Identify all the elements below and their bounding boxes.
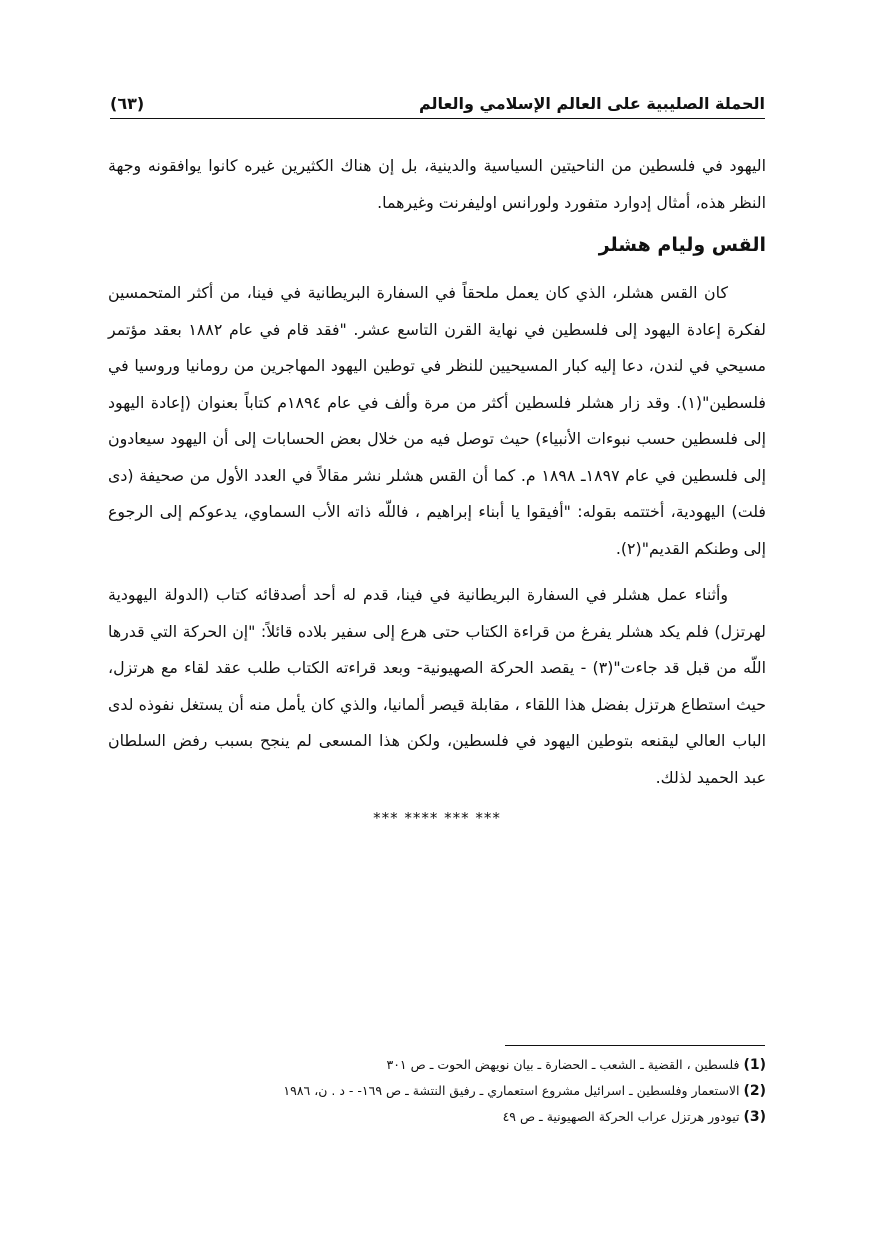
page-number: (٦٣): [110, 93, 145, 113]
footnote-number: (2): [743, 1083, 766, 1099]
footnote-text: الاستعمار وفلسطين ـ اسرائيل مشروع استعماري ـ رفيق النتشة ـ ص ١٦٩- - د . ن، ١٩٨٦: [283, 1083, 740, 1098]
footnote-number: (3): [743, 1109, 766, 1125]
page-header: [110, 88, 765, 119]
paragraph-2: وأثناء عمل هشلر في السفارة البريطانية في فينا، قدم له أحد أصدقائه كتاب (الدولة اليهودية لهرتزل) فلم يكد هشلر يفرغ من قراءة الكتاب حتى هرع إلى سفير بلاده قائلاً: "إن الحركة التي قدرها اللّه من قبل قد جاءت"(٣) - يقصد الحركة الصهيونية- وبعد قراءته الكتاب طلب عقد لقاء مع هرتزل، حيث استطاع هرتزل بفضل هذا اللقاء ، مقابلة قيصر ألمانيا، والذي كان يأمل منه أن يستغل نفوذه لدى الباب العالي ليقنعه بتوطين اليهود في فلسطين، ولكن هذا المسعى لم ينجح بسبب رفض السلطان عبد الحميد لذلك.: [108, 585, 767, 787]
footnote-2: [108, 1078, 766, 1104]
footnote-divider: [505, 1045, 765, 1046]
section-heading: القس وليام هشلر: [598, 234, 766, 256]
page-body: [108, 148, 766, 837]
footnote-1: [108, 1052, 766, 1078]
footnote-text: فلسطين ، القضية ـ الشعب ـ الحضارة ـ بيان نويهض الحوت ـ ص ٣٠١: [386, 1057, 740, 1072]
intro-paragraph: اليهود في فلسطين من الناحيتين السياسية والدينية، بل إن هناك الكثيرين غيره كانوا يوافقونه وجهة النظر هذه، أمثال إدوارد متفورد ولورانس اوليفرنت وغيرهما.: [108, 156, 766, 212]
footnote-3: [108, 1104, 766, 1130]
running-title: الحملة الصليبية على العالم الإسلامي والعالم: [418, 93, 765, 113]
footnotes: [108, 1052, 766, 1130]
paragraph-1: كان القس هشلر، الذي كان يعمل ملحقاً في السفارة البريطانية في فينا، من أكثر المتحمسين لفكرة إعادة اليهود إلى فلسطين في نهاية القرن التاسع عشر. "فقد قام في عام ١٨٨٢ بعقد مؤتمر مسيحي في لندن، دعا إليه كبار المسيحيين للنظر في توطين اليهود المهاجرين من رومانيا وروسيا في فلسطين"(١). وقد زار هشلر فلسطين أكثر من مرة وألف في عام ١٨٩٤م كتاباً بعنوان (إعادة اليهود إلى فلسطين حسب نبوءات الأنبياء) حيث توصل فيه من خلال بعض الحسابات إلى أن اليهود سيعادون إلى فلسطين في عام ١٨٩٧ـ ١٨٩٨ م. كما أن القس هشلر نشر مقالاً في العدد الأول من صحيفة (دى فلت) اليهودية، أختتمه بقوله: "أفيقوا يا أبناء إبراهيم ، فاللّه ذاته الأب السماوي، يدعوكم إلى الرجوع إلى وطنكم القديم"(٢).: [108, 283, 766, 558]
section-separator: *** **** *** ***: [373, 809, 501, 827]
footnote-number: (1): [743, 1057, 766, 1073]
footnote-text: تيودور هرتزل عراب الحركة الصهيونية ـ ص ٤٩: [502, 1109, 740, 1124]
